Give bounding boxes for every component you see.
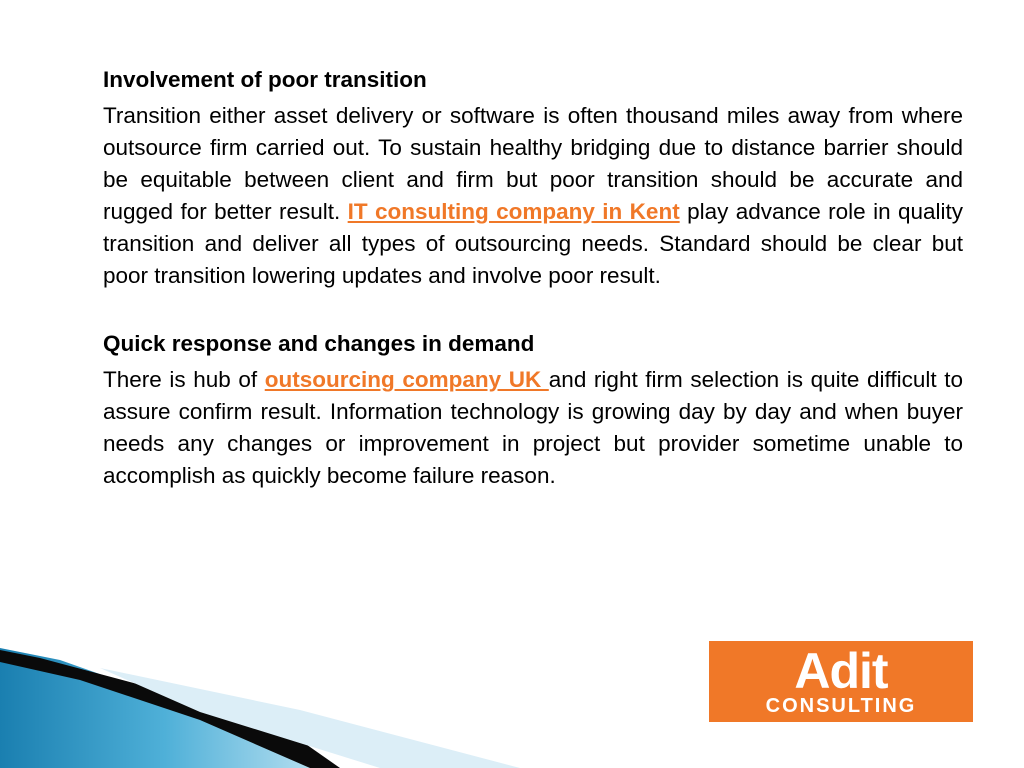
adit-consulting-logo <box>709 641 973 722</box>
paragraph-text: play advance role in quality transition and deliver all types of outsourcing needs. Standard should be clear but poor transition lowering updates and involve poor result. <box>103 199 963 288</box>
slide-content <box>103 64 963 492</box>
section-paragraph <box>103 100 963 292</box>
logo-wordmark: Adit <box>794 643 888 699</box>
outsourcing-company-link[interactable]: outsourcing company UK <box>264 367 549 392</box>
section-paragraph <box>103 364 963 492</box>
paragraph-text: and right firm selection is quite difficult to assure confirm result. Information technology is growing day by day and when buyer needs any changes or improvement in project but provider sometime unable to accomplish as quickly become failure reason. <box>103 367 963 488</box>
paragraph-text: There is hub of <box>103 367 265 392</box>
section-heading: Involvement of poor transition <box>103 67 427 92</box>
it-consulting-link[interactable]: IT consulting company in Kent <box>347 199 680 224</box>
paragraph-text: Transition either asset delivery or software is often thousand miles away from where outsource firm carried out. To sustain healthy bridging due to distance barrier should be equitable between client and firm but poor transition should be accurate and rugged for better result. <box>103 103 963 224</box>
section-heading: Quick response and changes in demand <box>103 331 535 356</box>
logo-tagline: CONSULTING <box>765 695 917 717</box>
